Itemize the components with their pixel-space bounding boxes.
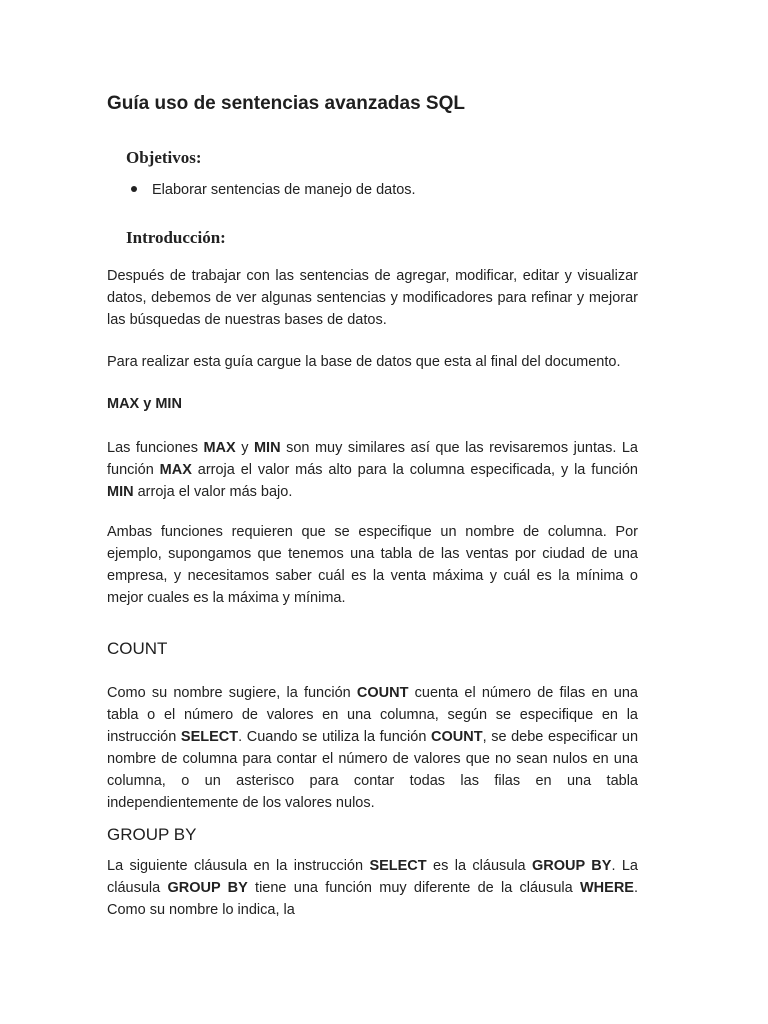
count-heading: COUNT <box>107 639 168 658</box>
objetivos-heading: Objetivos: <box>126 148 202 167</box>
introduccion-heading: Introducción: <box>126 228 226 247</box>
objetivos-item-text: Elaborar sentencias de manejo de datos. <box>152 182 416 198</box>
maxmin-paragraph-2: Ambas funciones requieren que se especifique un nombre de columna. Por ejemplo, supongamos que tenemos una tabla de las ventas por ciudad de una empresa, y necesitamos saber cuál es la venta máxima y cuál es la mínima o mejor cuales es la máxima y mínima. <box>107 524 638 606</box>
maxmin-paragraph-1: Las funciones MAX y MIN son muy similares así que las revisaremos juntas. La función MAX arroja el valor más alto para la columna especificada, y la función MIN arroja el valor más bajo. <box>107 440 638 500</box>
groupby-paragraph: La siguiente cláusula en la instrucción SELECT es la cláusula GROUP BY. La cláusula GROUP BY tiene una función muy diferente de la cláusula WHERE. Como su nombre lo indica, la <box>107 858 638 918</box>
intro-paragraph-1: Después de trabajar con las sentencias de agregar, modificar, editar y visualizar datos, debemos de ver algunas sentencias y modificadores para refinar y mejorar las búsquedas de nuestras bases de datos. <box>107 268 638 328</box>
count-paragraph: Como su nombre sugiere, la función COUNT cuenta el número de filas en una tabla o el número de valores en una columna, según se especifique en la instrucción SELECT. Cuando se utiliza la función COUNT, se debe especificar un nombre de columna para contar el número de valores que no sean nulos en una columna, o un asterisco para contar todas las filas en una tabla independientemente de los valores nulos. <box>107 685 639 811</box>
groupby-heading: GROUP BY <box>107 825 197 844</box>
intro-paragraph-2: Para realizar esta guía cargue la base de datos que esta al final del documento. <box>107 354 621 370</box>
bullet-icon <box>131 186 137 192</box>
maxmin-heading: MAX y MIN <box>107 396 182 412</box>
document-title: Guía uso de sentencias avanzadas SQL <box>107 93 465 114</box>
objetivos-list-item <box>131 182 416 198</box>
